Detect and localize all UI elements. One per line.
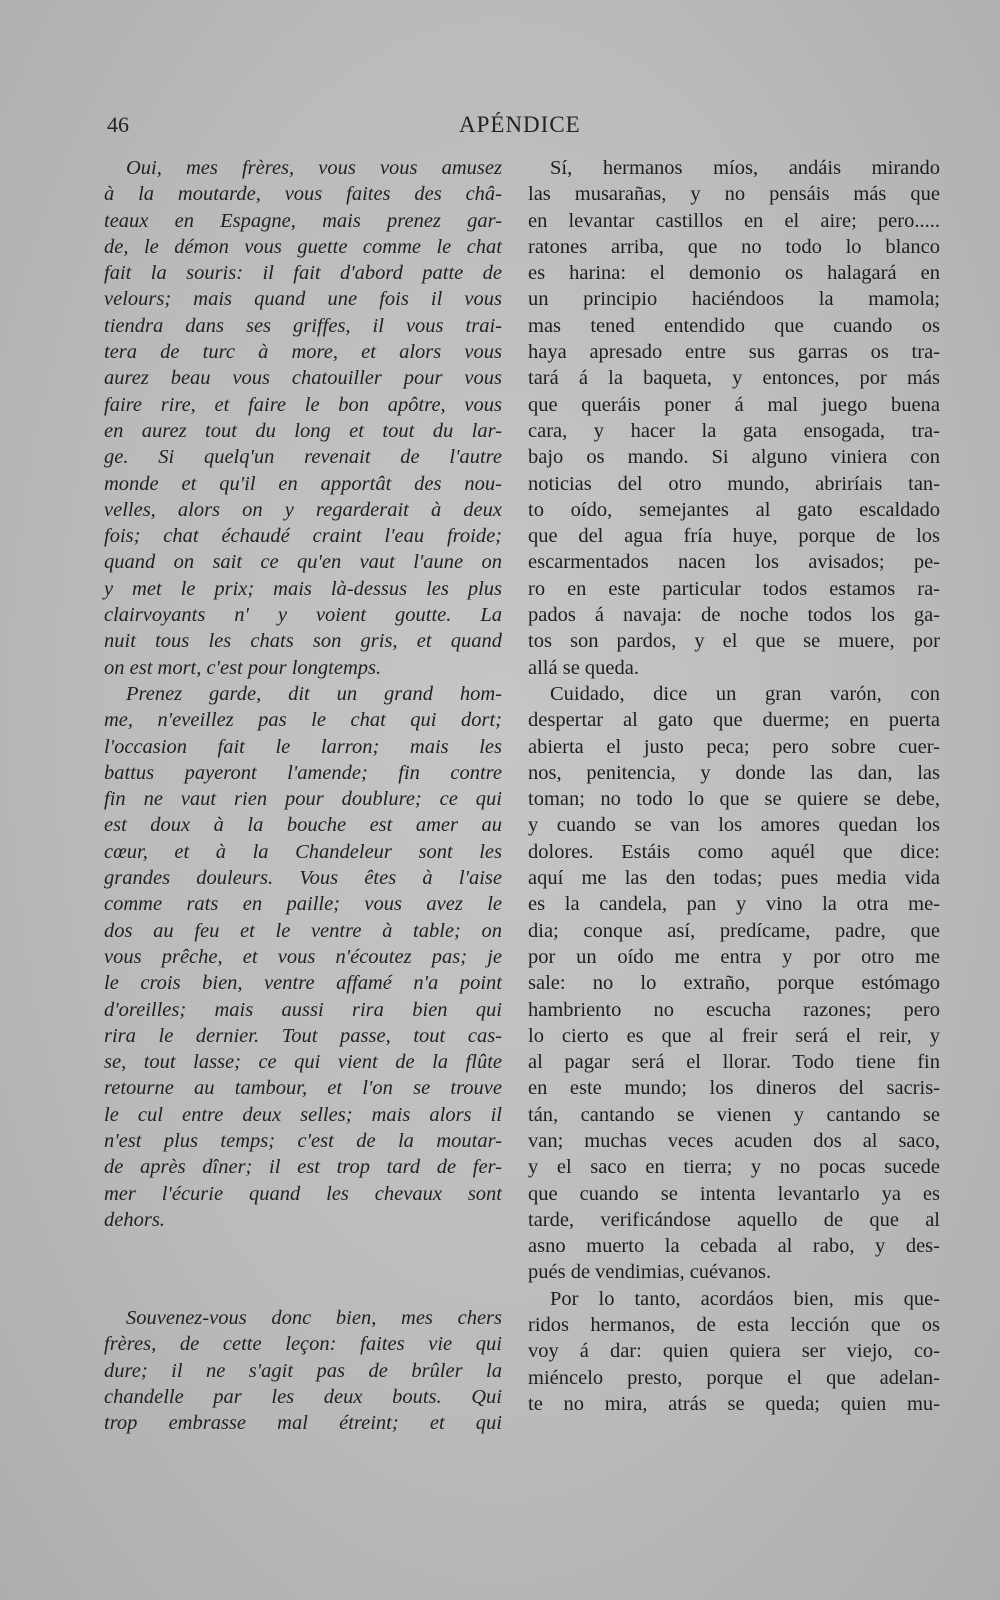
text-line: to oído, semejantes al gato escaldado <box>528 498 940 521</box>
text-line: grandes douleurs. Vous êtes à l'aise <box>104 867 502 890</box>
text-line: comme rats en paille; vous avez le <box>104 893 502 916</box>
text-line: le cul entre deux selles; mais alors il <box>104 1103 502 1126</box>
text-line: que del agua fría huye, porque de los <box>528 525 940 548</box>
text-line: vous prêche, et vous n'écoutez pas; je <box>104 945 502 968</box>
spanish-paragraph-1 <box>528 155 940 681</box>
text-line: Oui, mes frères, vous vous amusez <box>126 157 502 179</box>
text-line: y cuando se van los amores quedan los <box>528 814 940 837</box>
text-line: es la candela, pan y vino la otra me- <box>528 893 940 916</box>
text-line: Sí, hermanos míos, andáis mirando <box>550 157 940 179</box>
text-line: dolores. Estáis como aquél que dice: <box>528 840 940 863</box>
text-line: por un oído me entra y por otro me <box>528 945 940 968</box>
text-line: al pagar será el llorar. Todo tiene fin <box>528 1051 940 1074</box>
text-line: de, le démon vous guette comme le chat <box>104 235 502 258</box>
text-line: ge. Si quelq'un revenait de l'autre <box>104 446 502 469</box>
text-line: d'oreilles; mais aussi rira bien qui <box>104 998 502 1021</box>
text-line: chandelle par les deux bouts. Qui <box>104 1386 502 1409</box>
text-line: Cuidado, dice un gran varón, con <box>550 682 940 705</box>
text-line: dure; il ne s'agit pas de brûler la <box>104 1359 502 1382</box>
text-line: à la moutarde, vous faites des châ- <box>104 183 502 206</box>
text-line: tos son pardos, y el que se muere, por <box>528 630 940 653</box>
page-number: 46 <box>107 112 129 137</box>
text-line: mas tened entendido que cuando os <box>528 314 940 337</box>
text-line: teaux en Espagne, mais prenez gar- <box>104 209 502 232</box>
text-line: y met le prix; mais là-dessus les plus <box>104 577 502 600</box>
text-line: en este mundo; los dineros del sacris- <box>528 1077 940 1100</box>
text-line: escarmentados nacen los avisados; pe- <box>528 551 940 574</box>
text-line: retourne au tambour, et l'on se trouve <box>104 1077 502 1100</box>
text-line: en levantar castillos en el aire; pero..... <box>528 209 940 232</box>
text-line: monde et qu'il en apportât des nou- <box>104 472 502 495</box>
text-line: que queráis poner á mal juego buena <box>528 393 940 416</box>
text-line: velles, alors on y regarderait à deux <box>104 498 502 521</box>
text-line: se, tout lasse; ce qui vient de la flûte <box>104 1051 502 1074</box>
text-line: van; muchas veces acuden dos al saco, <box>528 1129 940 1152</box>
text-line: tera de turc à more, et alors vous <box>104 341 502 364</box>
text-line: l'occasion fait le larron; mais les <box>104 735 502 758</box>
text-line: le crois bien, ventre affamé n'a point <box>104 972 502 995</box>
text-line: voy á dar: quien quiera ser viejo, co- <box>528 1340 940 1363</box>
text-line: Prenez garde, dit un grand hom- <box>126 682 502 705</box>
text-line: tán, cantando se vienen y cantando se <box>528 1103 940 1126</box>
text-line: pués de vendimias, cuévanos. <box>528 1261 772 1284</box>
text-line: battus payeront l'amende; fin contre <box>104 761 502 784</box>
text-line: es harina: el demonio os halagará en <box>528 262 940 285</box>
text-line: me, n'eveillez pas le chat qui dort; <box>104 709 502 732</box>
text-line: tará á la baqueta, y entonces, por más <box>528 367 940 390</box>
text-line: en aurez tout du long et tout du lar- <box>104 419 502 442</box>
text-line: despertar al gato que duerme; en puerta <box>528 709 940 732</box>
text-line: un principio haciéndoos la mamola; <box>528 288 940 311</box>
text-line: n'est plus temps; c'est de la moutar- <box>104 1129 502 1152</box>
text-line: mer l'écurie quand les chevaux sont <box>104 1182 502 1205</box>
text-line: est doux à la bouche est amer au <box>104 814 502 837</box>
text-line: noticias del otro mundo, abriríais tan- <box>528 472 940 495</box>
spanish-column <box>528 155 940 1417</box>
text-line: faire rire, et faire le bon apôtre, vous <box>104 393 502 416</box>
text-line: tarde, verificándose aquello de que al <box>528 1208 940 1231</box>
text-line: que cuando se intenta levantarlo ya es <box>528 1182 940 1205</box>
text-line: velours; mais quand une fois il vous <box>104 288 502 311</box>
text-line: fin ne vaut rien pour doublure; ce qui <box>104 788 502 811</box>
french-paragraph-2 <box>104 681 502 1233</box>
text-line: nuit tous les chats son gris, et quand <box>104 630 502 653</box>
text-line: Por lo tanto, acordáos bien, mis que- <box>550 1287 940 1310</box>
paragraph-gap <box>104 1233 502 1305</box>
text-line: abierta el justo peca; pero sobre cuer- <box>528 735 940 758</box>
text-line: nos, penitencia, y donde las dan, las <box>528 761 940 784</box>
text-line: quand on sait ce qu'en vaut l'aune on <box>104 551 502 574</box>
text-line: te no mira, atrás se queda; quien mu- <box>528 1392 940 1415</box>
text-line: dos au feu et le ventre à table; on <box>104 919 502 942</box>
page-header <box>107 112 587 152</box>
text-line: fait la souris: il fait d'abord patte de <box>104 262 502 285</box>
running-head: APÉNDICE <box>459 112 581 137</box>
french-column <box>104 155 502 1437</box>
text-line: asno muerto la cebada al rabo, y des- <box>528 1235 940 1258</box>
text-line: hambriento no escucha razones; pero <box>528 998 940 1021</box>
text-line: rira le dernier. Tout passe, tout cas- <box>104 1024 502 1047</box>
text-line: aurez beau vous chatouiller pour vous <box>104 367 502 390</box>
text-line: fois; chat échaudé craint l'eau froide; <box>104 525 502 548</box>
text-line: pados á navaja: de noche todos los ga- <box>528 604 940 627</box>
french-paragraph-3 <box>104 1305 502 1436</box>
text-line: de après dîner; il est trop tard de fer- <box>104 1156 502 1179</box>
text-line: tiendra dans ses griffes, il vous trai- <box>104 314 502 337</box>
text-line: ratones arriba, que no todo lo blanco <box>528 235 940 258</box>
text-line: clairvoyants n' y voient goutte. La <box>104 604 502 627</box>
spanish-paragraph-3 <box>528 1286 940 1417</box>
text-line: dia; conque así, predícame, padre, que <box>528 919 940 942</box>
text-line: dehors. <box>104 1208 165 1231</box>
text-line: frères, de cette leçon: faites vie qui <box>104 1333 502 1356</box>
text-line: Souvenez-vous donc bien, mes chers <box>126 1307 502 1330</box>
text-line: allá se queda. <box>528 656 639 679</box>
french-paragraph-1 <box>104 155 502 681</box>
text-line: bajo os mando. Si alguno viniera con <box>528 446 940 469</box>
text-line: trop embrasse mal étreint; et qui <box>104 1412 502 1435</box>
text-line: ridos hermanos, de esta lección que os <box>528 1314 940 1337</box>
text-line: toman; no todo lo que se quiere se debe, <box>528 788 940 811</box>
text-line: aquí me las den todas; pues media vida <box>528 867 940 890</box>
text-line: haya apresado entre sus garras os tra- <box>528 341 940 364</box>
text-line: lo cierto es que al freir será el reir, y <box>528 1024 940 1047</box>
text-line: y el saco en tierra; y no pocas sucede <box>528 1156 940 1179</box>
text-line: sale: no lo extraño, porque estómago <box>528 972 940 995</box>
text-line: cœur, et à la Chandeleur sont les <box>104 840 502 863</box>
spanish-paragraph-2 <box>528 681 940 1286</box>
text-line: ro en este particular todos estamos ra- <box>528 577 940 600</box>
text-line: las musarañas, y no pensáis más que <box>528 183 940 206</box>
text-line: on est mort, c'est pour longtemps. <box>104 656 382 679</box>
text-line: cara, y hacer la gata ensogada, tra- <box>528 419 940 442</box>
text-line: miéncelo presto, porque el que adelan- <box>528 1366 940 1389</box>
